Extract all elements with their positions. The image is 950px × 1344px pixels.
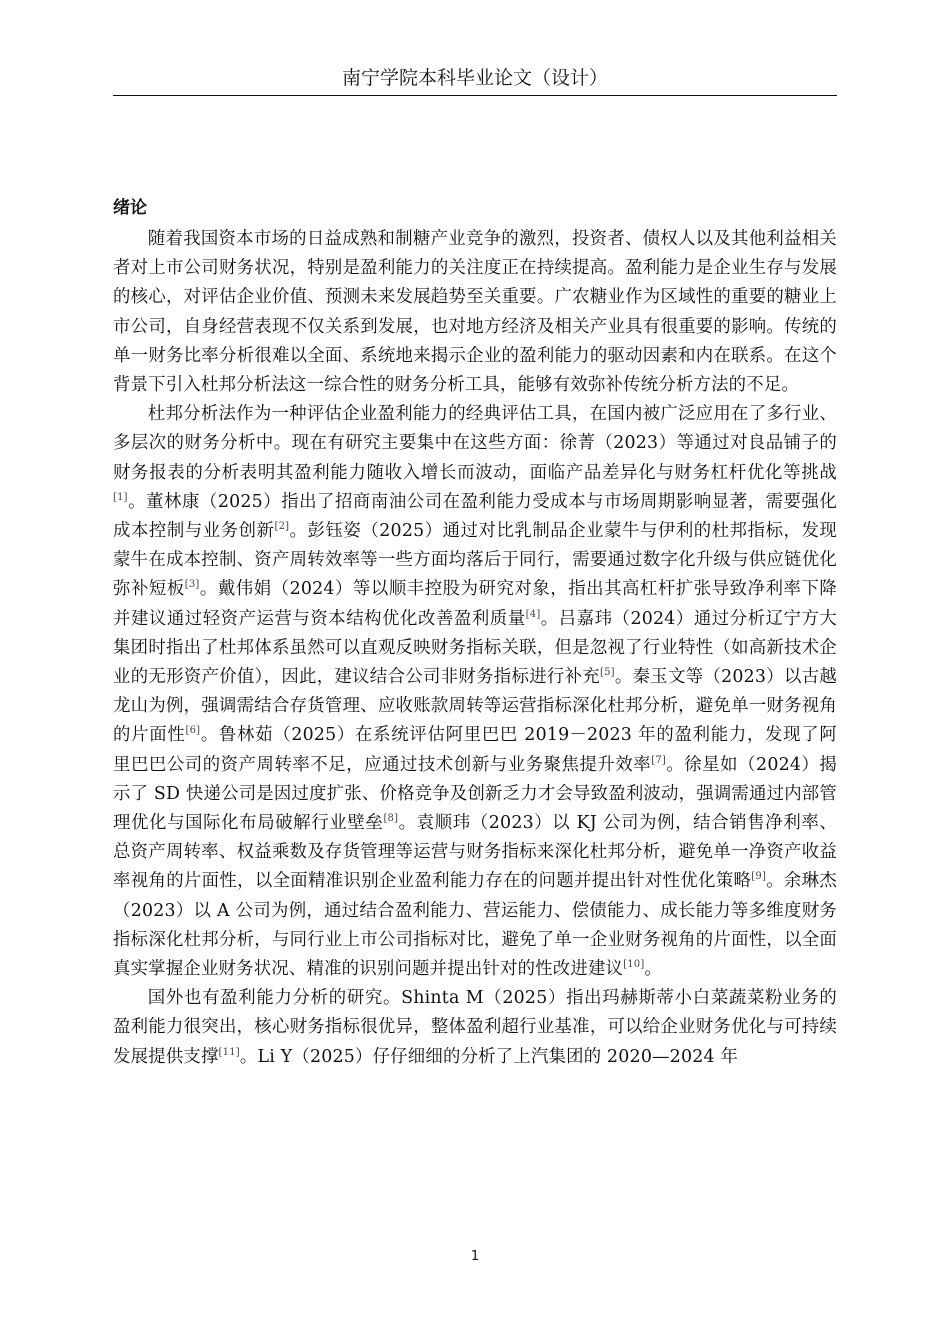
header-rule	[113, 95, 837, 96]
page-number: 1	[470, 1249, 480, 1264]
text-run: 。徐星如（2024）揭示了 SD 快递公司是因过度扩张、价格竞争及创新乏力才会导致盈利波动，强调需通过内部管理优化与国际化布局破解行业壁垒	[113, 754, 837, 834]
text-run: 杜邦分析法作为一种评估企业盈利能力的经典评估工具，在国内被广泛应用在了多行业、多层次的财务分析中。现在有研究主要集中在这些方面：徐菁（2023）等通过对良品铺子的财务报表的分析表明其盈利能力随收入增长而波动，面临产品差异化与财务杠杆优化等挑战	[113, 404, 837, 483]
citation-marker: [1]	[113, 492, 128, 504]
text-run: 。戴伟娟（2024）等以顺丰控股为研究对象，指出其高杠杆扩张导致净利率下降并建议通过轻资产运营与资本结构优化改善盈利质量	[113, 579, 837, 629]
paragraph	[113, 984, 837, 1072]
citation-marker: [9]	[751, 871, 767, 883]
section-heading: 绪论	[113, 198, 147, 218]
citation-marker: [2]	[274, 521, 290, 533]
page-header: 南宁学院本科毕业论文（设计）	[341, 67, 608, 89]
text-run: 随着我国资本市场的日益成熟和制糖产业竞争的激烈，投资者、债权人以及其他利益相关者对上市公司财务状况，特别是盈利能力的关注度正在持续提高。盈利能力是企业生存与发展的核心，对评估企业价值、预测未来发展趋势至关重要。广农糖业作为区域性的重要的糖业上市公司，自身经营表现不仅关系到发展，也对地方经济及相关产业具有很重要的影响。传统的单一财务比率分析很难以全面、系统地来揭示企业的盈利能力的驱动因素和内在联系。在这个背景下引入杜邦分析法这一综合性的财务分析工具，能够有效弥补传统分析方法的不足。	[113, 229, 837, 396]
citation-marker: [10]	[623, 959, 645, 971]
citation-marker: [4]	[525, 608, 541, 620]
citation-marker: [6]	[185, 725, 201, 737]
text-run: 。Li Y（2025）仔仔细细的分析了上汽集团的 2020—2024 年	[239, 1046, 739, 1067]
text-run: 国外也有盈利能力分析的研究。Shinta M（2025）指出玛赫斯蒂小白菜蔬菜粉业务的盈利能力很突出，核心财务指标很优异，整体盈利超行业基准，可以给企业财务优化与可持续发展提供支撑	[113, 988, 837, 1067]
citation-marker: [8]	[383, 813, 399, 825]
text-run: 。	[644, 959, 663, 980]
text-run: 。余琳杰（2023）以 A 公司为例，通过结合盈利能力、营运能力、偿债能力、成长能力等多维度财务指标深化杜邦分析，与同行业上市公司指标对比，避免了单一企业财务视角的片面性，以全面真实掌握企业财务状况、精准的识别问题并提出针对的性改进建议	[113, 871, 837, 980]
body-text	[113, 225, 837, 1072]
text-run: 。彭钰姿（2025）通过对比乳制品企业蒙牛与伊利的杜邦指标，发现蒙牛在成本控制、资产周转效率等一些方面均落后于同行，需要通过数字化升级与供应链优化弥补短板	[113, 521, 837, 600]
paragraph	[113, 225, 837, 400]
text-run: 。吕嘉玮（2024）通过分析辽宁方大集团时指出了杜邦体系虽然可以直观反映财务指标关联，但是忽视了行业特性（如高新技术企业的无形资产价值），因此，建议结合公司非财务指标进行补充	[113, 608, 838, 688]
text-run: 。袁顺玮（2023）以 KJ 公司为例，结合销售净利率、总资产周转率、权益乘数及存货管理等运营与财务指标来深化杜邦分析，避免单一净资产收益率视角的片面性，以全面精准识别企业盈利能力存在的问题并提出针对性优化策略	[113, 813, 837, 892]
citation-marker: [11]	[218, 1046, 240, 1058]
text-run: 。董林康（2025）指出了招商南油公司在盈利能力受成本与市场周期影响显著，需要强化成本控制与业务创新	[113, 491, 837, 542]
citation-marker: [3]	[184, 579, 200, 591]
text-run: 。秦玉文等（2023）以古越龙山为例，强调需结合存货管理、应收账款周转等运营指标深化杜邦分析，避免单一财务视角的片面性	[113, 667, 837, 746]
text-run: 。鲁林茹（2025）在系统评估阿里巴巴 2019－2023 年的盈利能力，发现了阿里巴巴公司的资产周转率不足，应通过技术创新与业务聚焦提升效率	[113, 725, 837, 775]
citation-marker: [5]	[600, 667, 615, 679]
citation-marker: [7]	[651, 754, 666, 766]
paragraph	[113, 400, 837, 984]
